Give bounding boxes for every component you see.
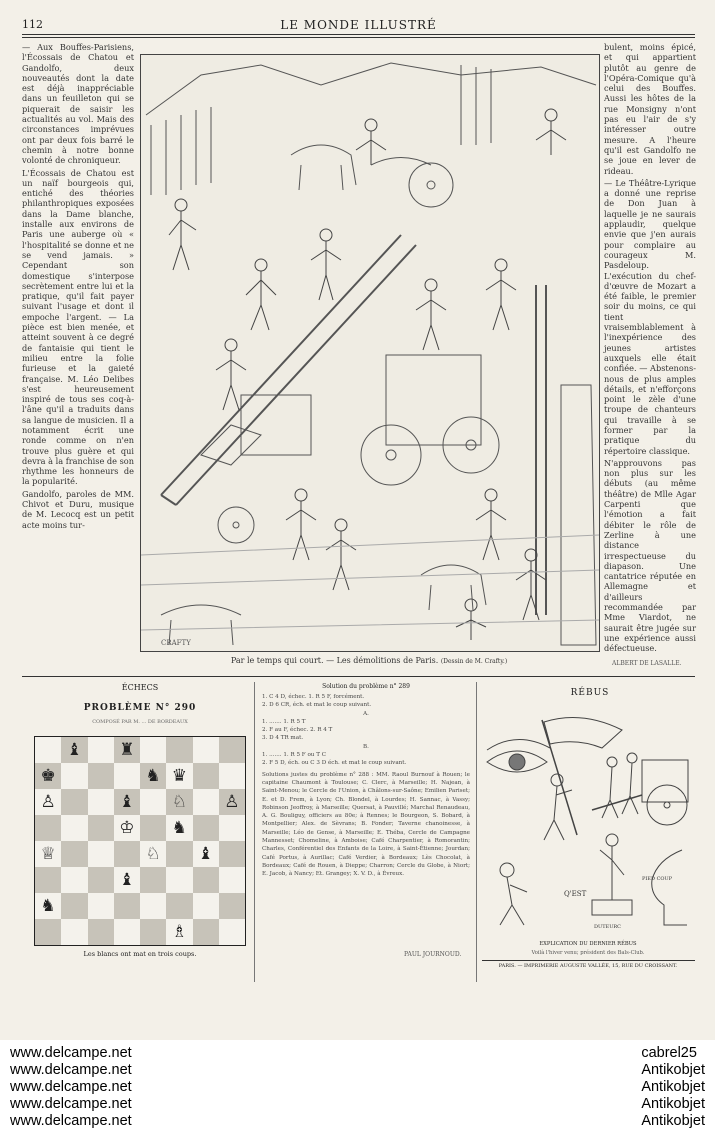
chess-square xyxy=(61,763,87,789)
chess-square: ♘ xyxy=(166,789,192,815)
illustration-signature: CRAFTY xyxy=(161,639,191,647)
right-text-column xyxy=(604,42,696,654)
watermark-line: www.delcampe.net xyxy=(10,1062,132,1078)
chess-footer: Les blancs ont mat en trois coups. xyxy=(83,950,197,958)
chess-square xyxy=(166,737,192,763)
watermark-line: Antikobjet xyxy=(641,1096,705,1112)
chess-square xyxy=(88,841,114,867)
chess-composer: COMPOSÉ PAR M. ... DE BORDEAUX xyxy=(92,719,188,725)
rebus-drawing xyxy=(482,700,694,938)
solution-line: 2. F 5 D, éch. ou C 3 D éch. et mat le coup suivant. xyxy=(262,760,407,767)
chess-square: ♝ xyxy=(114,789,140,815)
chess-square xyxy=(219,841,245,867)
chess-square xyxy=(140,737,166,763)
chess-square: ♞ xyxy=(35,893,61,919)
watermark-strip xyxy=(0,1040,715,1132)
chess-square xyxy=(61,841,87,867)
watermark-line: www.delcampe.net xyxy=(10,1113,132,1129)
chess-square xyxy=(219,867,245,893)
chess-square xyxy=(88,893,114,919)
solution-line: 2. F au F, échec. 2. R 4 T xyxy=(262,727,333,734)
chess-square xyxy=(166,893,192,919)
chess-square: ♝ xyxy=(114,867,140,893)
chess-square xyxy=(219,815,245,841)
chess-square xyxy=(35,815,61,841)
right-paragraph: — Le Théâtre-Lyrique a donné une reprise de Don Juan à laquelle je ne saurais applaudir, quelque envie que j'en aurais pour complaire au courageux M. Pasdeloup. L'exécution du chef-d'œuvre de Mozart a été faible, le premier soir du moins, ce qui tient vraisemblablement à l'inexpérience des jeunes artistes auxquels elle était confiée. — Abstenons-nous de plus amples détails, et n'efforçons point le zèle d'une troupe de chanteurs qui travaille à se former par la pratique du répertoire classique. xyxy=(604,177,696,456)
chess-square xyxy=(140,919,166,945)
watermark-line: Antikobjet xyxy=(641,1079,705,1095)
chess-square xyxy=(114,919,140,945)
chess-square xyxy=(35,867,61,893)
illustration-caption xyxy=(140,656,598,665)
chess-square xyxy=(61,867,87,893)
chess-square xyxy=(166,867,192,893)
right-paragraph: bulent, moins épicé, et qui appartient plutôt au genre de l'Opéra-Comique qu'à celui des Bouffes. Aussi les hôtes de la rue Monsigny n'ont pas eu l'air de s'y intéresser outre mesure. A l'heure qu'il est Gandolfo ne se joue en lever de rideau. xyxy=(604,42,696,176)
solution-line: 2. D 6 CR, éch. et mat le coup suivant. xyxy=(262,702,372,709)
chess-square xyxy=(88,763,114,789)
solution-title: Solution du problème n° 289 xyxy=(322,683,410,690)
page-header xyxy=(22,12,695,34)
chess-square xyxy=(88,919,114,945)
chess-square: ♝ xyxy=(61,737,87,763)
chess-square xyxy=(140,867,166,893)
chess-square xyxy=(114,893,140,919)
watermark-line: Antikobjet xyxy=(641,1113,705,1129)
chess-problem-title: PROBLÈME N° 290 xyxy=(83,703,197,713)
chess-square: ♜ xyxy=(114,737,140,763)
engraving-drawing xyxy=(141,55,599,651)
column-divider xyxy=(254,682,255,982)
chess-square: ♙ xyxy=(219,789,245,815)
section-rule xyxy=(22,676,695,677)
chess-square: ♔ xyxy=(114,815,140,841)
solution-line: 1. C 4 D, échec. 1. R 5 F, forcément. xyxy=(262,694,365,700)
chess-square xyxy=(219,893,245,919)
chess-square xyxy=(193,919,219,945)
solution-line: 1. ....... 1. R 5 T xyxy=(262,718,306,725)
journal-title: LE MONDE ILLUSTRÉ xyxy=(280,18,437,32)
watermark-right xyxy=(641,1045,705,1130)
solution-line: 3. D 4 TR mat. xyxy=(262,735,304,742)
right-column-signature: ALBERT DE LASALLE. xyxy=(612,660,682,667)
chess-square xyxy=(140,893,166,919)
caption-credit: (Dessin de M. Crafty.) xyxy=(440,658,508,665)
chess-square xyxy=(61,789,87,815)
solution-line: A. xyxy=(363,710,369,717)
chess-board xyxy=(34,736,246,946)
chess-square xyxy=(61,919,87,945)
chess-square xyxy=(88,737,114,763)
left-text-column xyxy=(22,42,134,648)
chess-square: ♕ xyxy=(35,841,61,867)
rebus-heading: RÉBUS xyxy=(570,688,610,698)
watermark-line: www.delcampe.net xyxy=(10,1079,132,1095)
printer-imprint: PARIS. — IMPRIMERIE AUGUSTE VALLÉE, 15, RUE DU CROISSANT. xyxy=(498,963,678,969)
solvers-list: MM. Raoul Burnouf à Rouen; le capitaine Chaumont à Toulouse; C. Clerc, à Marseille; H. Najean, à Saint-Menou; le Cercle de l'Union, à Châlons-sur-Saône; Emilien Pariset; E. et D. Frem, à Lyon; Ch. Blondel, à Lourdes; H. Sannac, à Vassy; Robinson Jeoffroy, à Marseille; Quersat, à Pauvillé; Marchal Renaudeau, A. G. Bouliguy, officiers au 80e; à Rennes; le Bourgeon, S. Bobard, à Montpellier; Alex. de Sèvrans; B. Fonder; Taverne chanoinesse, à Marseille; Léo de Gense, à Marseille; E. Théba, Cercle de Campagne Mannesset; Chomeline, à Amboise; Café Charpentier, à Romorantin; Charles, Conférentiel des Enfants de la Loire, à Saint-Étienne; Jourdan; Café Portus, à Aurillac; Café Verdier, à Bordeaux; Lès Chocolat, à Bordeaux; Café de Rouen, à Dieppe; Charron; Cercle du Globe, à Niort; E. Jacob, à Nancy; Et. Grangey; X. V. D., à Évreux. xyxy=(262,771,470,878)
rebus-explanation: Voilà l'hiver venu; président des Bals-Club. xyxy=(531,950,645,956)
chess-square xyxy=(193,815,219,841)
imprint-rule xyxy=(482,960,695,961)
chess-square xyxy=(61,893,87,919)
chess-square xyxy=(140,789,166,815)
chess-square xyxy=(193,789,219,815)
chess-square xyxy=(140,815,166,841)
chess-heading: ÉCHECS xyxy=(121,683,159,692)
solvers-intro: Solutions justes du problème n° 288 : xyxy=(262,771,374,778)
solution-signature: PAUL JOURNOUD. xyxy=(404,951,462,958)
caption-text: Par le temps qui court. — Les démolitions de Paris. xyxy=(230,656,439,665)
rebus-word: Q'EST xyxy=(564,890,587,898)
chess-square: ♝ xyxy=(193,841,219,867)
chess-square: ♙ xyxy=(35,789,61,815)
chess-square xyxy=(193,893,219,919)
solution-line: 1. ....... 1. R 5 F ou T C xyxy=(262,752,326,759)
left-paragraph: L'Écossais de Chatou est un naïf bourgeois qui, entiché des théories philanthropiques exposées dans la Dame blanche, installe aux environs de Paris une auberge où « l'hospitalité se donne et ne se vend jamais. » Cependant son domestique s'interpose secrètement entre lui et la pratique, qu'il fait payer suivant l'usage et dont il empoche l'argent. — La pièce est bien menée, et atteint souvent à ce degré de fantaisie qui tient le milieu entre la folie furieuse et la gaieté française. M. Léo Delibes s'est heureusement inspiré de tous ses coq-à-l'âne qu'il a traduits dans sa langue de musicien. Il a notamment écrit une ronde comme on n'en trouve plus guère et qui devra à la franchise de son rhythme les honneurs de la popularité. xyxy=(22,167,135,487)
chess-square xyxy=(219,763,245,789)
chess-square xyxy=(35,919,61,945)
solution-line: B. xyxy=(363,743,369,750)
chess-square xyxy=(88,789,114,815)
illustration-demolitions xyxy=(140,54,600,652)
watermark-line: www.delcampe.net xyxy=(10,1096,132,1112)
page-number: 112 xyxy=(22,18,43,31)
chess-square xyxy=(35,737,61,763)
column-divider xyxy=(476,682,477,982)
right-paragraph: N'approuvons pas non plus sur les débuts (au même théâtre) de Mlle Agar Carpenti que l'émotion a fait débiter le rôle de Zerline à une distance irrespectueuse du diapason. Une cantatrice réputée en Allemagne et d'ailleurs recommandée par Mme Viardot, ne saurait être jugée sur une expérience aussi défectueuse. xyxy=(604,457,696,654)
rebus-explanation-title: EXPLICATION DU DERNIER RÉBUS xyxy=(539,941,637,947)
watermark-line: Antikobjet xyxy=(641,1062,705,1078)
rebus-illustration xyxy=(482,700,694,938)
chess-square: ♚ xyxy=(35,763,61,789)
chess-square: ♞ xyxy=(166,815,192,841)
chess-square xyxy=(114,763,140,789)
rebus-word: PIED COUP xyxy=(642,876,673,882)
chess-square xyxy=(88,867,114,893)
chess-square xyxy=(193,867,219,893)
chess-square xyxy=(88,815,114,841)
chess-square xyxy=(219,737,245,763)
chess-square: ♗ xyxy=(166,919,192,945)
chess-square: ♛ xyxy=(166,763,192,789)
chess-square xyxy=(219,919,245,945)
chess-square xyxy=(193,763,219,789)
left-paragraph: — Aux Bouffes-Parisiens, l'Écossais de Chatou et Gandolfo, deux nouveautés dont la date est déjà inappréciable dans un feuilleton qui se piquerait de saisir les actualités au vol. Mais des circonstances imprévues ont par deux fois barré le chemin à notre bonne volonté de chroniqueur. xyxy=(22,42,134,166)
watermark-line: cabrel25 xyxy=(641,1045,697,1061)
watermark-line: www.delcampe.net xyxy=(10,1045,132,1061)
header-rule xyxy=(22,34,695,35)
chess-square xyxy=(61,815,87,841)
chess-square xyxy=(193,737,219,763)
header-rule-2 xyxy=(22,37,695,38)
left-paragraph: Gandolfo, paroles de MM. Chivot et Duru, musique de M. Lecocq est un petit acte moins tur- xyxy=(22,488,134,530)
chess-square: ♞ xyxy=(140,763,166,789)
solution-text xyxy=(262,693,470,879)
watermark-left xyxy=(10,1045,132,1130)
chess-square xyxy=(166,841,192,867)
chess-square: ♘ xyxy=(140,841,166,867)
rebus-word: DUTEURC xyxy=(594,924,622,930)
chess-square xyxy=(114,841,140,867)
